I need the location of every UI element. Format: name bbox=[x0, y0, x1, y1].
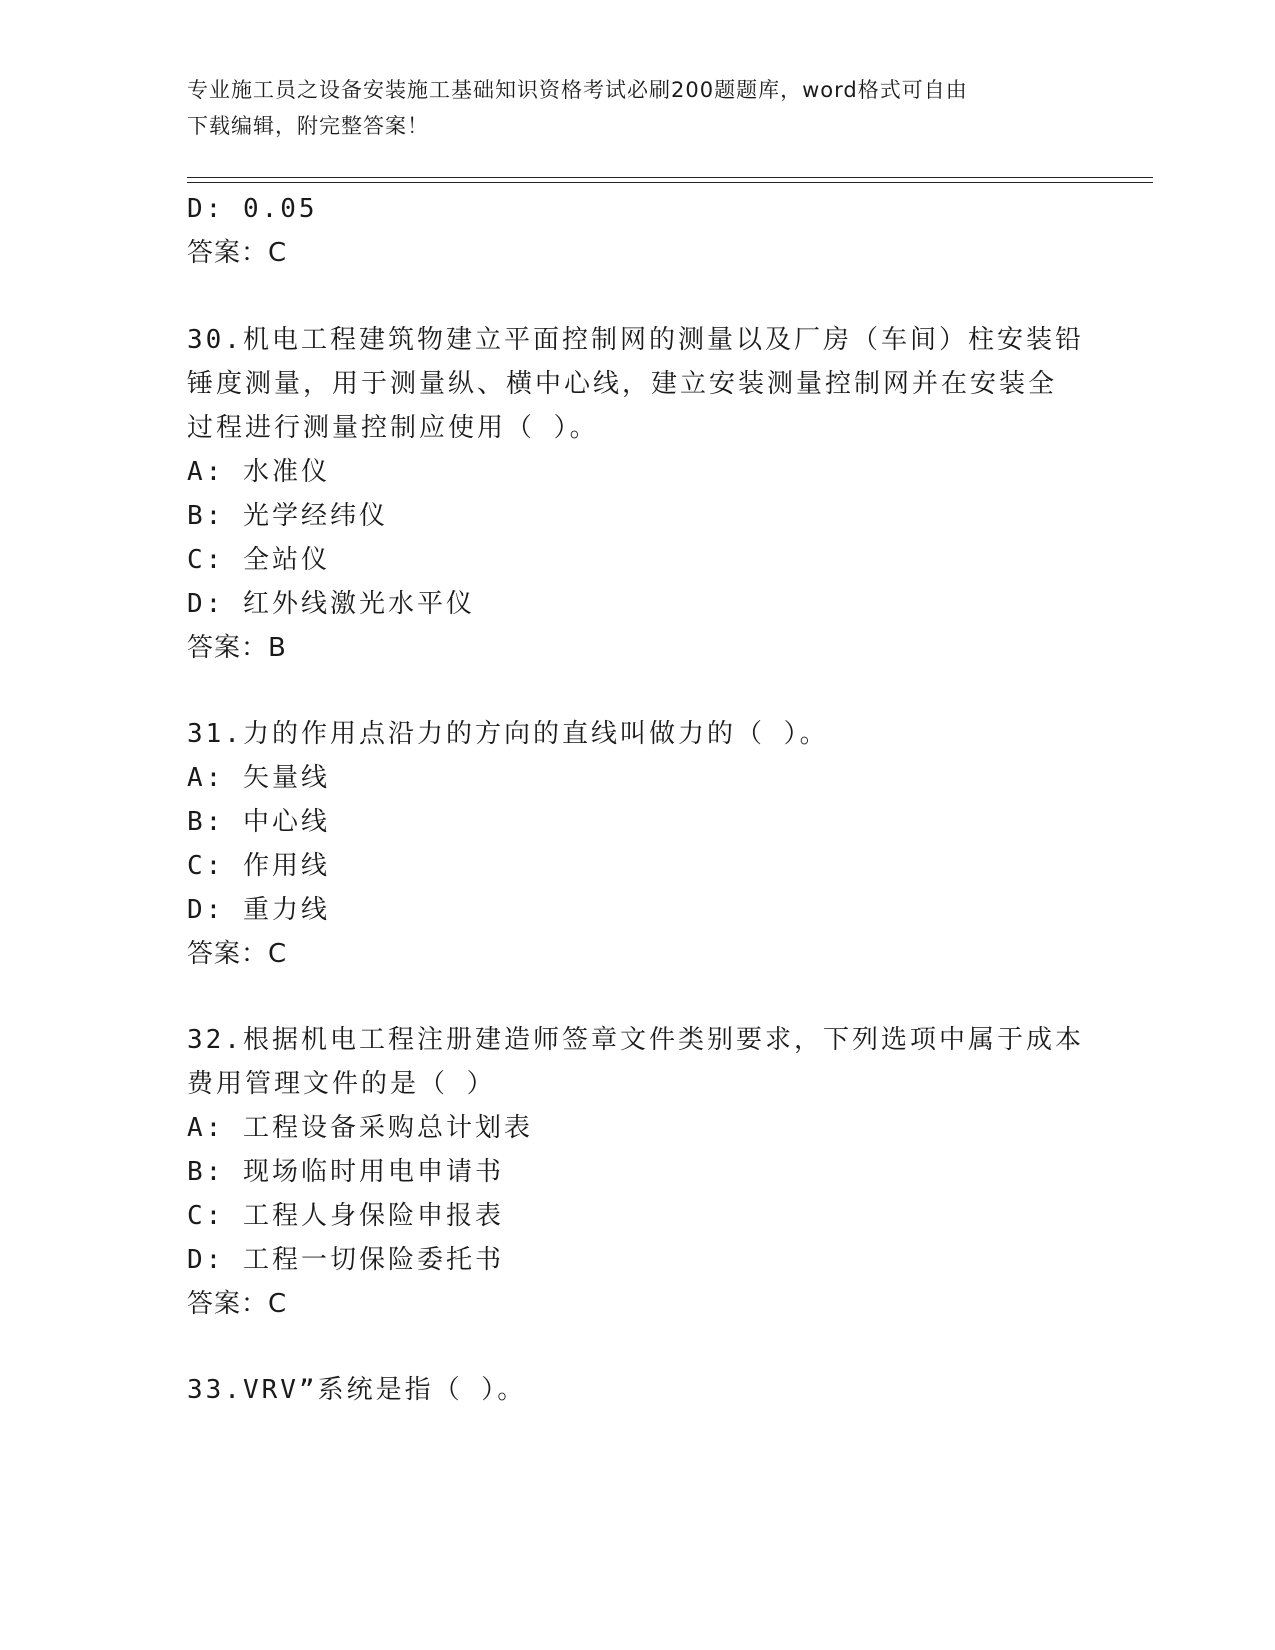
option-a: A: 工程设备采购总计划表 bbox=[187, 1113, 533, 1143]
question-stem-line: 费用管理文件的是（ ） bbox=[187, 1069, 496, 1099]
option-d: D: 工程一切保险委托书 bbox=[187, 1245, 504, 1275]
answer: 答案：C bbox=[187, 939, 288, 969]
answer: 答案：C bbox=[187, 1289, 288, 1319]
question-stem-line: 锤度测量，用于测量纵、横中心线，建立安装测量控制网并在安装全 bbox=[187, 369, 1058, 399]
option-b: B: 中心线 bbox=[187, 807, 330, 837]
answer: 答案：B bbox=[187, 633, 287, 663]
option-a: A: 水准仪 bbox=[187, 457, 330, 487]
document-header bbox=[187, 72, 1067, 144]
option-d: D: 重力线 bbox=[187, 895, 330, 925]
option-c: C: 全站仪 bbox=[187, 545, 330, 575]
option-d: D: 红外线激光水平仪 bbox=[187, 589, 475, 619]
carryover-answer: 答案：C bbox=[187, 238, 288, 268]
question-stem-line: 33.VRV”系统是指（ ）。 bbox=[187, 1375, 527, 1405]
carryover-option-d: D: 0.05 bbox=[187, 194, 318, 224]
header-line-1: 专业施工员之设备安装施工基础知识资格考试必刷200题题库，word格式可自由 bbox=[187, 78, 968, 102]
option-b: B: 现场临时用电申请书 bbox=[187, 1157, 504, 1187]
option-c: C: 作用线 bbox=[187, 851, 330, 881]
question-stem-line: 过程进行测量控制应使用（ ）。 bbox=[187, 413, 599, 443]
question-stem-line: 31.力的作用点沿力的方向的直线叫做力的（ ）。 bbox=[187, 719, 829, 749]
header-divider-bottom bbox=[187, 182, 1153, 183]
question-stem-line: 30.机电工程建筑物建立平面控制网的测量以及厂房（车间）柱安装铅 bbox=[187, 325, 1084, 355]
option-a: A: 矢量线 bbox=[187, 763, 330, 793]
option-b: B: 光学经纬仪 bbox=[187, 501, 388, 531]
header-line-2: 下载编辑，附完整答案！ bbox=[187, 114, 429, 138]
option-c: C: 工程人身保险申报表 bbox=[187, 1201, 504, 1231]
question-stem-line: 32.根据机电工程注册建造师签章文件类别要求，下列选项中属于成本 bbox=[187, 1025, 1084, 1055]
header-divider-top bbox=[187, 177, 1153, 178]
